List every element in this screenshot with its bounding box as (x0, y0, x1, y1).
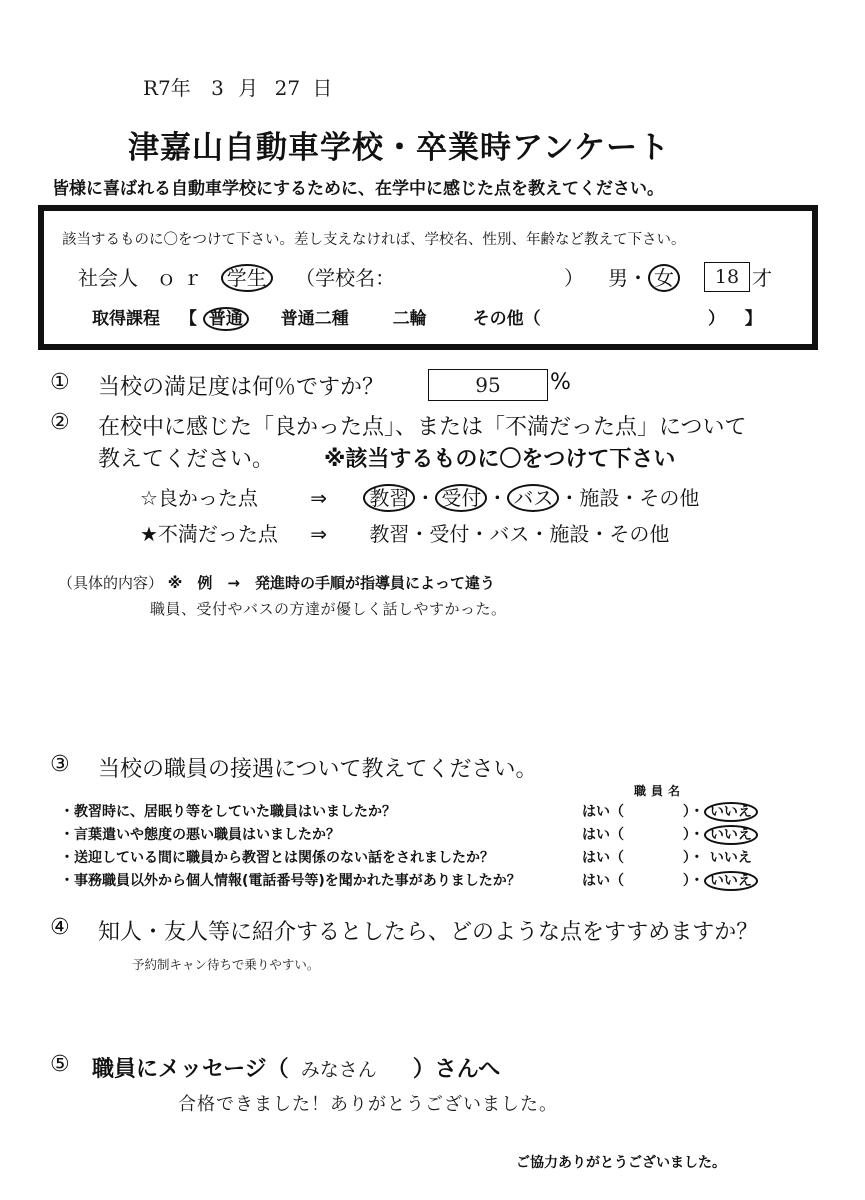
course-other: その他（ (472, 309, 541, 329)
gender-row (608, 262, 680, 291)
course-nirin: 二輪 (392, 309, 427, 329)
q3-text: 当校の職員の接遇について教えてください。 (98, 757, 538, 782)
profile-status-row (78, 262, 395, 291)
bad-sonota: その他 (609, 522, 670, 546)
good-sep-3: ・ (559, 486, 580, 510)
good-sep-2: ・ (487, 486, 508, 510)
school-name-close: ） (564, 266, 584, 290)
date-line (143, 72, 332, 101)
date-era: R7 (143, 76, 171, 100)
course-label: 取得課程 (92, 309, 160, 329)
good-shisetsu: 施設 (579, 486, 620, 510)
q5-recipient: みなさん (300, 1059, 377, 1081)
good-sonota: その他 (639, 486, 700, 510)
profile-instruction: 該当するものに〇をつけて下さい。差し支えなければ、学校名、性別、年齢など教えて下さい。 (62, 232, 686, 248)
q5-number: ⑤ (50, 1052, 70, 1077)
bad-kyoshu: 教習 (369, 522, 410, 546)
date-nichi: 日 (312, 76, 333, 100)
course-bracket-close: 】 (744, 309, 762, 329)
q3-item-3-no: いいえ (709, 850, 752, 866)
q3-item-4-close: ）・ (682, 873, 704, 889)
q3-item-2: ・言葉遣いや態度の悪い職員はいましたか？ (60, 827, 340, 843)
q1-number: ① (50, 370, 70, 395)
course-other-close (708, 304, 762, 329)
shakaijin-option: 社会人 (78, 266, 138, 290)
good-sep-1: ・ (415, 486, 436, 510)
bad-uketsuke: 受付 (429, 522, 470, 546)
detail-example: ※ 例 → 発進時の手順が指導員によって違う (167, 574, 495, 592)
q2-good-row (140, 482, 699, 511)
bad-sep-1: ・ (409, 522, 430, 546)
date-nen: 年 (170, 76, 191, 100)
bad-arrow: ⇒ (310, 522, 328, 546)
footer-thanks: ご協力ありがとうございました。 (516, 1155, 726, 1171)
q4-answer: 予約制キャン待ちで乗りやすい。 (132, 957, 320, 972)
q3-item-1: ・教習時に、居眠り等をしていた職員はいましたか？ (60, 804, 396, 820)
course-row (92, 304, 541, 329)
or-label: ｏｒ (156, 266, 209, 290)
q2-detail-row (58, 572, 495, 593)
q3-item-3: ・送迎している間に職員から教習とは関係のない話をされましたか？ (60, 850, 494, 866)
q3-item-2-yes: はい（ (582, 827, 624, 843)
q3-item-1-close: ）・ (682, 804, 704, 820)
q1-text: 当校の満足度は何％ですか？ (98, 375, 385, 400)
q3-item-3-yes: はい（ (582, 850, 624, 866)
q2-bad-row (140, 518, 669, 547)
q1-percent-unit: % (550, 370, 571, 395)
age-unit: 才 (752, 266, 772, 290)
q5-text-a: 職員にメッセージ（ (92, 1057, 289, 1082)
bad-sep-2: ・ (469, 522, 490, 546)
q3-item-3-close: ）・ (682, 850, 704, 866)
course-bracket-open: 【 (179, 309, 197, 329)
bad-sep-3: ・ (529, 522, 550, 546)
gender-dot: ・ (628, 266, 648, 290)
q3-item-4-yes: はい（ (582, 873, 624, 889)
q3-item-1-yes: はい（ (582, 804, 624, 820)
school-name-open: （学校名： (295, 266, 396, 290)
q3-item-4: ・事務職員以外から個人情報(電話番号等)を聞かれた事がありましたか？ (60, 873, 521, 889)
good-kyoshu-circled: 教習 (363, 484, 415, 512)
good-label: ☆良かった点 (140, 486, 258, 510)
q2-note: ※該当するものに〇をつけて下さい (324, 447, 676, 472)
good-uketsuke-circled: 受付 (435, 484, 487, 512)
date-day: 27 (274, 76, 301, 100)
q5-message-row (92, 1052, 500, 1083)
good-arrow: ⇒ (310, 486, 328, 510)
bad-sep-4: ・ (589, 522, 610, 546)
good-sep-4: ・ (619, 486, 640, 510)
q2-line2: 教えてください。 (98, 447, 275, 472)
q3-item-4-no-circled: いいえ (704, 871, 758, 891)
q2-number: ② (50, 410, 70, 435)
bad-label: ★不満だった点 (140, 522, 278, 546)
good-bus-circled: バス (507, 484, 559, 512)
bad-shisetsu: 施設 (549, 522, 590, 546)
gender-male: 男 (608, 266, 628, 290)
q5-answer: 合格できました！ありがとうございました。 (178, 1094, 558, 1115)
q3-number: ③ (50, 752, 70, 777)
student-option-circled: 学生 (221, 264, 273, 292)
q3-item-1-no-circled: いいえ (704, 802, 758, 822)
q1-satisfaction-box: 95 (428, 369, 548, 401)
q4-number: ④ (50, 915, 70, 940)
q2-line1: 在校中に感じた「良かった点」、または「不満だった点」について (98, 415, 747, 440)
q3-item-1-answer (582, 801, 758, 821)
gender-female-circled: 女 (648, 264, 680, 292)
q5-text-b: ）さんへ (412, 1057, 501, 1082)
age-box: 18 (704, 262, 750, 292)
q4-text: 知人・友人等に紹介するとしたら、どのような点をすすめますか？ (98, 920, 759, 945)
q3-item-2-no-circled: いいえ (704, 825, 758, 845)
course-futsu2: 普通二種 (280, 309, 349, 329)
q3-item-2-close: ）・ (682, 827, 704, 843)
q2-answer: 職員、受付やバスの方達が優しく話しやすかった。 (150, 600, 507, 618)
q3-staff-header: 職員名 (634, 784, 686, 798)
q3-item-2-answer (582, 824, 758, 844)
page-subtitle: 皆様に喜ばれる自動車学校にするために、在学中に感じた点を教えてください。 (52, 179, 664, 199)
date-month: 3 (211, 76, 224, 100)
course-futsu-circled: 普通 (203, 307, 249, 331)
page-title: 津嘉山自動車学校・卒業時アンケート (128, 130, 671, 166)
bad-bus: バス (489, 522, 530, 546)
course-other-close-paren: ） (708, 309, 725, 329)
q3-item-4-answer (582, 870, 758, 890)
q3-item-3-answer (582, 847, 758, 867)
detail-label: （具体的内容） (58, 574, 164, 592)
date-gatsu: 月 (238, 76, 259, 100)
